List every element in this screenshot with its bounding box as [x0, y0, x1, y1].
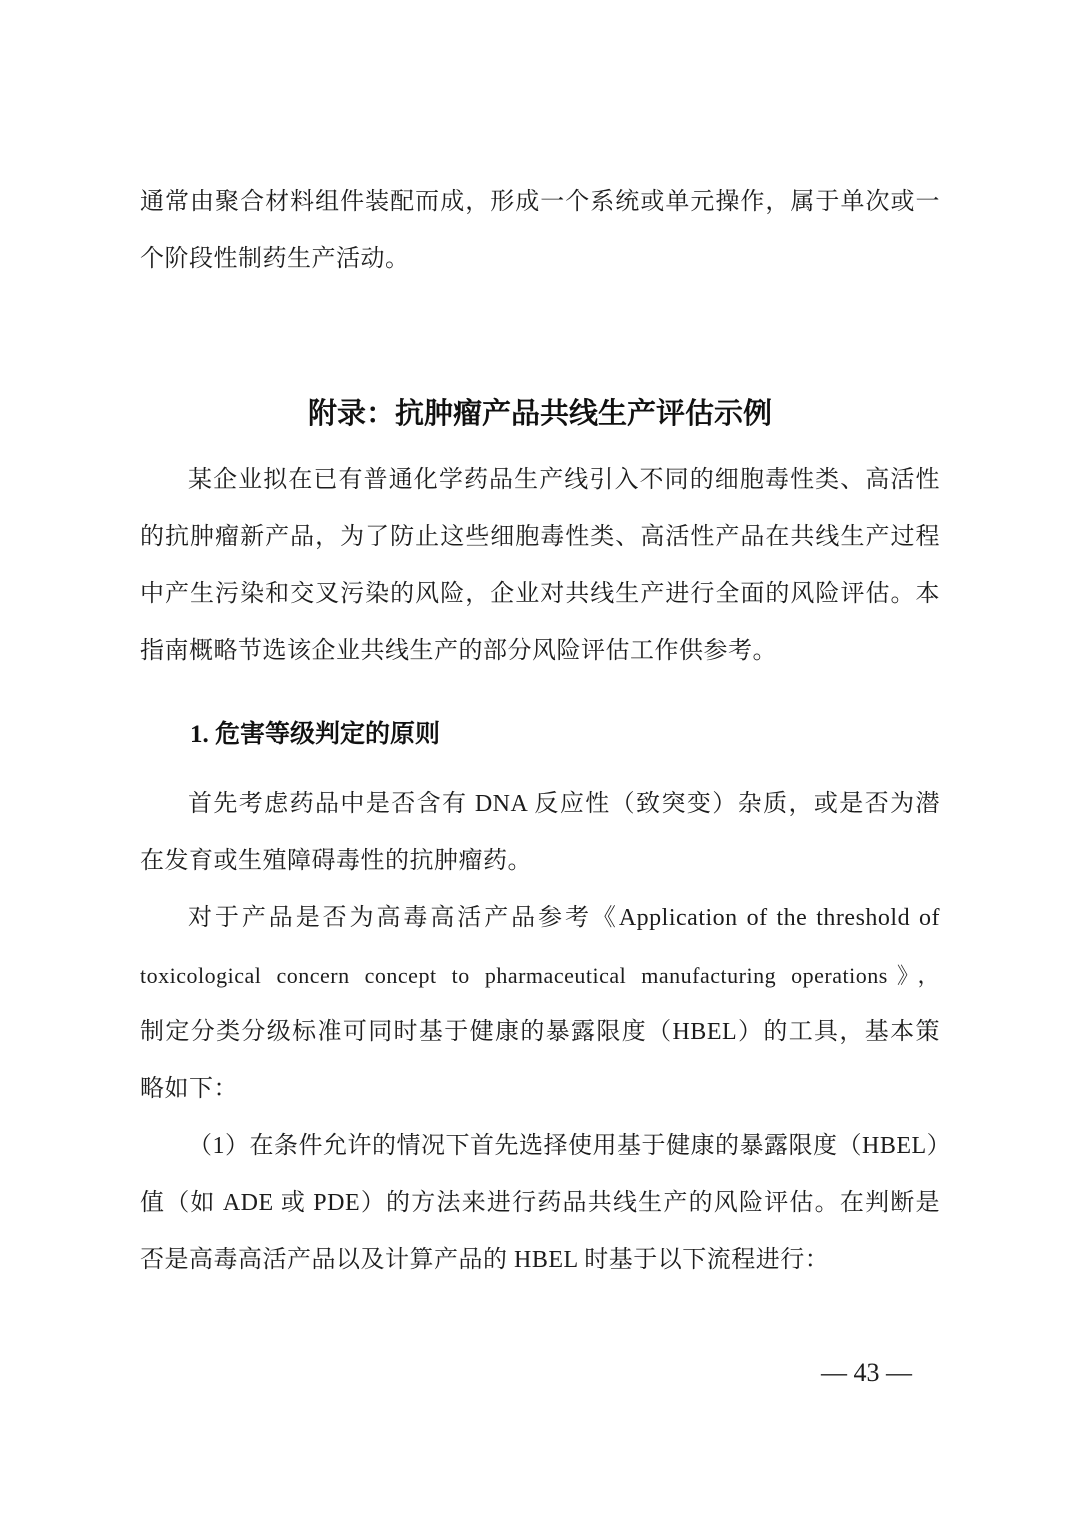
text-line: toxicological concern concept to pharmaceutical manufacturing operations》，: [140, 963, 940, 988]
text-line: 略如下：: [140, 1076, 238, 1102]
item-1-paragraph: [140, 1118, 952, 1289]
text-line: 某企业拟在已有普通化学药品生产线引入不同的细胞毒性类、高活性: [188, 467, 940, 493]
text-line: 对于产品是否为高毒高活产品参考《Application of the threshold of: [188, 905, 940, 931]
text-line: 通常由聚合材料组件装配而成，形成一个系统或单元操作，属于单次或一: [140, 189, 940, 215]
text-line: 中产生污染和交叉污染的风险，企业对共线生产进行全面的风险评估。本: [140, 581, 940, 607]
intro-paragraph: [140, 0, 940, 288]
text-line: （1）在条件允许的情况下首先选择使用基于健康的暴露限度（HBEL）: [188, 1133, 952, 1159]
text-line: 首先考虑药品中是否含有 DNA 反应性（致突变）杂质，或是否为潜: [188, 791, 940, 817]
text-line: 否是高毒高活产品以及计算产品的 HBEL 时基于以下流程进行：: [140, 1247, 830, 1273]
dna-paragraph: [140, 776, 940, 890]
text-line: 的抗肿瘤新产品，为了防止这些细胞毒性类、高活性产品在共线生产过程: [140, 524, 940, 550]
text-line: 制定分类分级标准可同时基于健康的暴露限度（HBEL）的工具，基本策: [140, 1019, 940, 1045]
content-area: [140, 0, 952, 1393]
reference-paragraph: [140, 890, 940, 1118]
text-line: 在发育或生殖障碍毒性的抗肿瘤药。: [140, 848, 532, 874]
text-line: 指南概略节选该企业共线生产的部分风险评估工作供参考。: [140, 638, 777, 664]
background-paragraph: [140, 452, 940, 680]
appendix-heading: 附录：抗肿瘤产品共线生产评估示例: [307, 398, 772, 430]
page-number: — 43 —: [821, 1358, 912, 1387]
section-1-heading: 1. 危害等级判定的原则: [190, 721, 441, 748]
text-line: 个阶段性制药生产活动。: [140, 246, 410, 272]
text-line: 值（如 ADE 或 PDE）的方法来进行药品共线生产的风险评估。在判断是: [140, 1190, 940, 1216]
